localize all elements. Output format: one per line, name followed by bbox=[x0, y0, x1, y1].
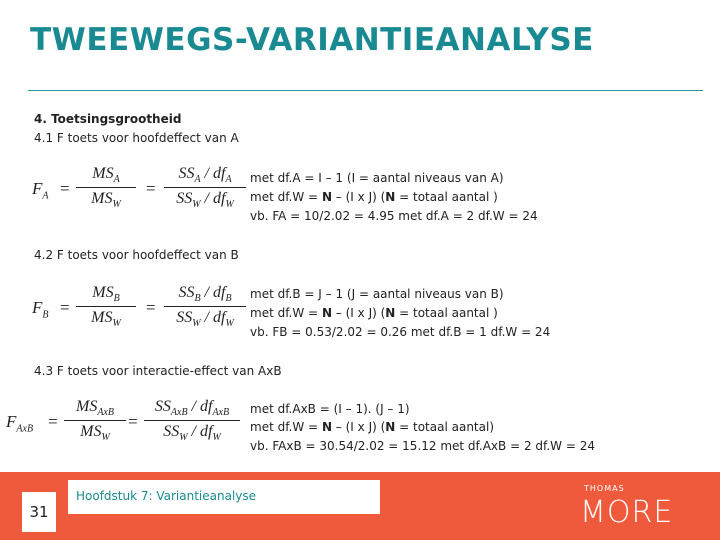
formula-f-a: $F_A$ = $MS_A$ $MS_W$ = $SS_A / df_A$ $SS_W / df_W$ bbox=[32, 165, 247, 225]
chapter-label: Hoofdstuk 7: Variantieanalyse bbox=[68, 480, 380, 514]
logo-small-text: THOMAS bbox=[584, 484, 625, 493]
title-divider bbox=[28, 90, 703, 91]
page-title: TWEEWEGS-VARIANTIEANALYSE bbox=[30, 22, 594, 58]
formula-f-axb: $F_{AxB}$ = $MS_{AxB}$ $MS_W$ = $SS_{AxB} / df_{AxB}$ $SS_W / df_W$ bbox=[6, 398, 246, 458]
logo-main-text: MORE bbox=[580, 495, 674, 528]
subsection-axb-heading: 4.3 F toets voor interactie-effect van AxB bbox=[34, 364, 282, 378]
note-a-line3: vb. FA = 10/2.02 = 4.95 met df.A = 2 df.W = 24 bbox=[250, 209, 538, 223]
section-heading: 4. Toetsingsgrootheid bbox=[34, 112, 182, 126]
note-axb-line3: vb. FAxB = 30.54/2.02 = 15.12 met df.AxB = 2 df.W = 24 bbox=[250, 439, 595, 453]
note-b-line1: met df.B = J – 1 (J = aantal niveaus van B) bbox=[250, 287, 504, 301]
thomas-more-logo bbox=[578, 484, 688, 528]
note-b-line3: vb. FB = 0.53/2.02 = 0.26 met df.B = 1 df.W = 24 bbox=[250, 325, 551, 339]
formula-f-b: $F_B$ = $MS_B$ $MS_W$ = $SS_B / df_B$ $SS_W / df_W$ bbox=[32, 284, 247, 344]
note-axb-line2: met df.W = N – (I x J) (N = totaal aantal) bbox=[250, 420, 495, 434]
note-a-line1: met df.A = I – 1 (I = aantal niveaus van A) bbox=[250, 171, 504, 185]
note-a-line2: met df.W = N – (I x J) (N = totaal aantal ) bbox=[250, 190, 498, 204]
note-axb-line1: met df.AxB = (I – 1). (J – 1) bbox=[250, 402, 410, 416]
logo-mark bbox=[578, 494, 688, 528]
page-number: 31 bbox=[22, 492, 56, 532]
subsection-a-heading: 4.1 F toets voor hoofdeffect van A bbox=[34, 131, 239, 145]
subsection-b-heading: 4.2 F toets voor hoofdeffect van B bbox=[34, 248, 239, 262]
note-b-line2: met df.W = N – (I x J) (N = totaal aantal ) bbox=[250, 306, 498, 320]
